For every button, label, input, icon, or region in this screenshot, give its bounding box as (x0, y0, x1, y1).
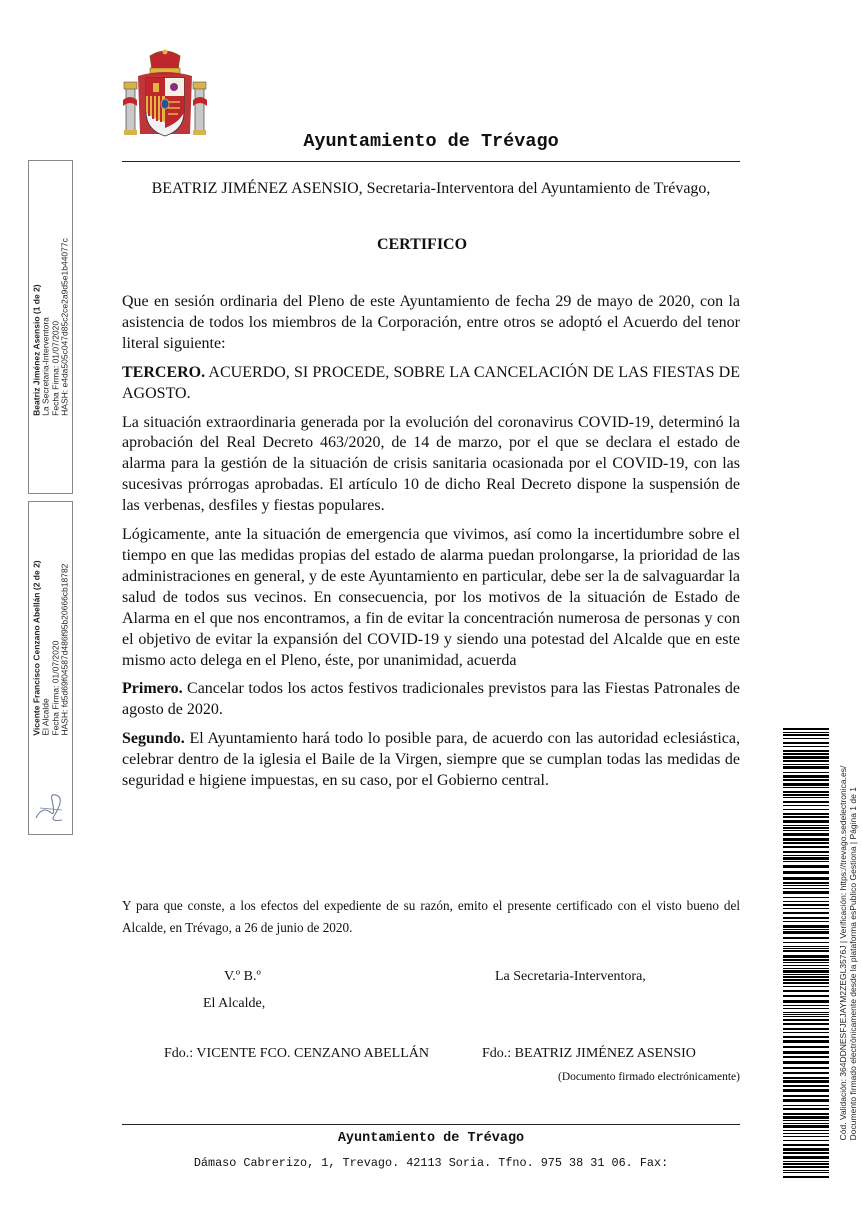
barcode-bar (783, 1172, 829, 1173)
barcode-bar (783, 1040, 829, 1043)
barcode-bar (783, 809, 829, 810)
fdo-alcalde: Fdo.: VICENTE FCO. CENZANO ABELLÁN (164, 1046, 429, 1061)
barcode-bar (783, 772, 829, 773)
barcode-bar (783, 1051, 829, 1054)
document-body (122, 292, 740, 800)
visto-bueno: V.º B.º (224, 969, 261, 984)
barcode-bar (783, 912, 829, 914)
barcode-bar (783, 1005, 829, 1006)
handwritten-signature (32, 788, 68, 826)
barcode-bar (783, 1166, 829, 1168)
barcode-bar (783, 801, 829, 803)
signature-hash: HASH: fd5d69f04587d486f95b20666cb18782 (58, 563, 69, 736)
barcode-bar (783, 1156, 829, 1159)
barcode-bar (783, 738, 829, 739)
barcode-bar (783, 986, 829, 987)
signature-date: Fecha Firma: 01/07/2020 (49, 640, 60, 736)
situation-paragraph: La situación extraordinaria generada por la evolución del coronavirus COVID-19, determinó la aprobación del Real Decreto 463/2020, de 14 de marzo, por el que se declara el estado de alarma para la gestión de la situación de crisis sanitaria ocasionada por el COVID-19, con las sucesivas prórrogas aprobadas. El artículo 10 de dicho Real Decreto dispone la suspensión de las verbenas, desfiles y fiestas populares. (122, 413, 740, 515)
barcode-bar (783, 779, 829, 781)
barcode-bar (783, 766, 829, 769)
barcode-bar (783, 1028, 829, 1030)
barcode-bar (783, 970, 829, 973)
barcode-bar (783, 1095, 829, 1097)
verification-barcode (783, 728, 829, 1178)
barcode-bar (783, 775, 829, 778)
barcode-bar (783, 830, 829, 831)
barcode-bar (783, 891, 829, 894)
barcode-bar (783, 827, 829, 829)
barcode-bar (783, 787, 829, 788)
barcode-bar (783, 974, 829, 975)
tercero-text: ACUERDO, SI PROCEDE, SOBRE LA CANCELACIÓN DE LAS FIESTAS DE AGOSTO. (122, 363, 740, 402)
barcode-bar (783, 1099, 829, 1102)
barcode-bar (783, 921, 829, 922)
segundo-paragraph (122, 729, 740, 792)
barcode-bar (783, 794, 829, 796)
barcode-bar (783, 1008, 829, 1009)
barcode-bar (783, 888, 829, 889)
signature-box-secretaria-text (32, 238, 69, 416)
barcode-bar (783, 1144, 829, 1146)
barcode-bar (783, 1014, 829, 1015)
barcode-bar (783, 820, 829, 823)
coat-of-arms-logo (122, 48, 208, 140)
barcode-bar (783, 1148, 829, 1151)
primero-label: Primero. (122, 680, 183, 698)
barcode-bar (783, 805, 829, 806)
barcode-bar (783, 861, 829, 862)
barcode-bar (783, 904, 829, 906)
barcode-bar (783, 791, 829, 793)
barcode-bar (783, 1108, 829, 1110)
signer-name: Beatriz Jiménez Asensio (1 de 2) (30, 284, 41, 416)
tercero-label: TERCERO. (122, 363, 206, 381)
certifier-intro: BEATRIZ JIMÉNEZ ASENSIO, Secretaria-Interventora del Ayuntamiento de Trévago, (151, 180, 711, 197)
barcode-bar (783, 753, 829, 755)
barcode-bar (783, 990, 829, 992)
barcode-bar (783, 1133, 829, 1134)
barcode-bar (783, 842, 829, 844)
secretaria-title: La Secretaria-Interventora, (495, 969, 646, 984)
primero-paragraph (122, 679, 740, 721)
barcode-bar (783, 1125, 829, 1128)
footer-organization: Ayuntamiento de Trévago (337, 1131, 525, 1146)
barcode-bar (783, 1120, 829, 1121)
barcode-bar (783, 897, 829, 898)
barcode-bar (783, 734, 829, 736)
barcode-bar (783, 838, 829, 841)
closing-paragraph: Y para que conste, a los efectos del expediente de su razón, emito el presente certificado con el visto bueno del Alcalde, en Trévago, a 26 de junio de 2020. (122, 898, 740, 935)
barcode-bar (783, 882, 829, 884)
barcode-bar (783, 950, 829, 952)
segundo-text: El Ayuntamiento hará todo lo posible para, de acuerdo con las autoridad eclesiástica, celebrar dentro de la iglesia el Baile de la Virgen, siempre que se cumplan todas las medidas de seguridad e higiene impuestas, en su caso, por el Gobierno central. (122, 730, 740, 790)
signature-date: Fecha Firma: 01/07/2020 (49, 320, 60, 416)
barcode-bar (783, 979, 829, 981)
barcode-bar (783, 995, 829, 997)
barcode-bar (783, 908, 829, 909)
barcode-bar (783, 871, 829, 874)
barcode-bar (783, 728, 829, 730)
certifico-heading: CERTIFICO (376, 236, 468, 253)
barcode-bar (783, 851, 829, 853)
footer-rule (122, 1124, 740, 1125)
barcode-bar (783, 982, 829, 984)
barcode-bar (783, 1080, 829, 1083)
barcode-bar (783, 1113, 829, 1115)
barcode-bar (783, 1163, 829, 1165)
barcode-bar (783, 764, 829, 765)
verification-platform: Documento firmado electrónicamente desde la plataforma esPublico Gestiona | Página 1 de 1 (848, 787, 858, 1141)
barcode-bar (783, 1016, 829, 1017)
signer-role: La Secretaria-Interventora (40, 317, 51, 416)
barcode-bar (783, 760, 829, 762)
footer-address: Dámaso Cabrerizo, 1, Trevago. 42113 Soria. Tfno. 975 38 31 06. Fax: (193, 1156, 669, 1170)
barcode-bar (783, 732, 829, 733)
barcode-bar (783, 816, 829, 818)
barcode-bar (783, 955, 829, 958)
barcode-bar (783, 1019, 829, 1021)
barcode-bar (783, 742, 829, 744)
verification-text (836, 728, 860, 1178)
barcode-bar (783, 1023, 829, 1025)
reasoning-paragraph: Lógicamente, ante la situación de emergencia que vivimos, así como la incertidumbre sobre el tiempo en que las medidas propias del estado de alarma puedan prolongarse, la prioridad de las administraciones en general, y de este Ayuntamiento en particular, debe ser la de salvaguardar la salud de todos sus vecinos. En consecuencia, por los motivos de la situación de Estado de Alarma en el que nos encontramos, a fin de evitar la concentración numerosa de personas y con el objetivo de evitar la expansión del COVID-19 y siendo una potestad del Alcalde que en este mismo acto delega en el Pleno, éste, por unanimidad, acuerda (122, 526, 740, 669)
barcode-bar (783, 1152, 829, 1154)
barcode-bar (783, 1170, 829, 1171)
barcode-bar (783, 965, 829, 966)
barcode-bar (783, 917, 829, 919)
barcode-bar (783, 1000, 829, 1003)
segundo-label: Segundo. (122, 730, 185, 748)
barcode-bar (783, 813, 829, 815)
electronic-signature-note: (Documento firmado electrónicamente) (557, 1071, 740, 1083)
session-paragraph: Que en sesión ordinaria del Pleno de este Ayuntamiento de fecha 29 de mayo de 2020, con la asistencia de todos los miembros de la Corporación, entre otros se adoptó el Acuerdo del tenor literal siguiente: (122, 293, 740, 352)
barcode-bar (783, 1056, 829, 1058)
barcode-bar (783, 1176, 829, 1178)
barcode-bar (783, 1089, 829, 1092)
primero-text: Cancelar todos los actos festivos tradicionales previstos para las Fiestas Patronales de agosto de 2020. (122, 680, 740, 719)
barcode-bar (783, 1036, 829, 1038)
barcode-bar (783, 1072, 829, 1074)
barcode-bar (783, 865, 829, 868)
barcode-bar (783, 959, 829, 961)
barcode-bar (783, 746, 829, 747)
barcode-bar (783, 948, 829, 949)
barcode-bar (783, 901, 829, 902)
barcode-bar (783, 846, 829, 848)
header-rule (122, 161, 740, 162)
barcode-bar (783, 857, 829, 860)
signature-hash: HASH: e4da505c047d85c2ce2a9d5e1b44077c (58, 238, 69, 416)
barcode-bar (783, 756, 829, 759)
barcode-bar (783, 962, 829, 963)
barcode-bar (783, 1123, 829, 1124)
barcode-bar (783, 1085, 829, 1087)
signer-role: El Alcalde (40, 698, 51, 736)
barcode-bar (783, 1136, 829, 1137)
barcode-bar (783, 937, 829, 939)
signature-box-alcalde-text (32, 560, 69, 735)
barcode-bar (783, 1105, 829, 1106)
signature-box-alcalde (28, 501, 73, 835)
barcode-bar (783, 1077, 829, 1079)
barcode-bar (783, 825, 829, 826)
alcalde-title: El Alcalde, (203, 996, 266, 1011)
barcode-bar (783, 1046, 829, 1048)
fdo-secretaria: Fdo.: BEATRIZ JIMÉNEZ ASENSIO (482, 1046, 696, 1061)
barcode-bar (783, 833, 829, 836)
barcode-bar (783, 1012, 829, 1013)
barcode-bar (783, 783, 829, 786)
tercero-paragraph (122, 363, 740, 405)
barcode-bar (783, 1032, 829, 1033)
barcode-bar (783, 885, 829, 886)
barcode-bar (783, 929, 829, 930)
barcode-bar (783, 855, 829, 856)
verification-code: Cód. Validación: 364DDNESFJEJAYM2ZEGL3576J | Verificación: https://trevago.sedelectronica.es/ (838, 765, 848, 1141)
barcode-bar (783, 750, 829, 752)
header-organization: Ayuntamiento de Trévago (303, 131, 559, 152)
barcode-bar (783, 797, 829, 798)
signature-box-secretaria (28, 160, 73, 494)
barcode-bar (783, 1140, 829, 1141)
signer-name: Vicente Francisco Cenzano Abellán (2 de 2) (30, 560, 41, 736)
barcode-bar (783, 942, 829, 943)
barcode-bar (783, 968, 829, 969)
barcode-bar (783, 1067, 829, 1069)
barcode-bar (783, 877, 829, 880)
barcode-bar (783, 1130, 829, 1131)
barcode-bar (783, 946, 829, 947)
barcode-bar (783, 1161, 829, 1162)
barcode-bar (783, 925, 829, 928)
barcode-bar (783, 931, 829, 934)
barcode-bar (783, 976, 829, 978)
barcode-bar (783, 1116, 829, 1119)
barcode-bar (783, 1061, 829, 1064)
